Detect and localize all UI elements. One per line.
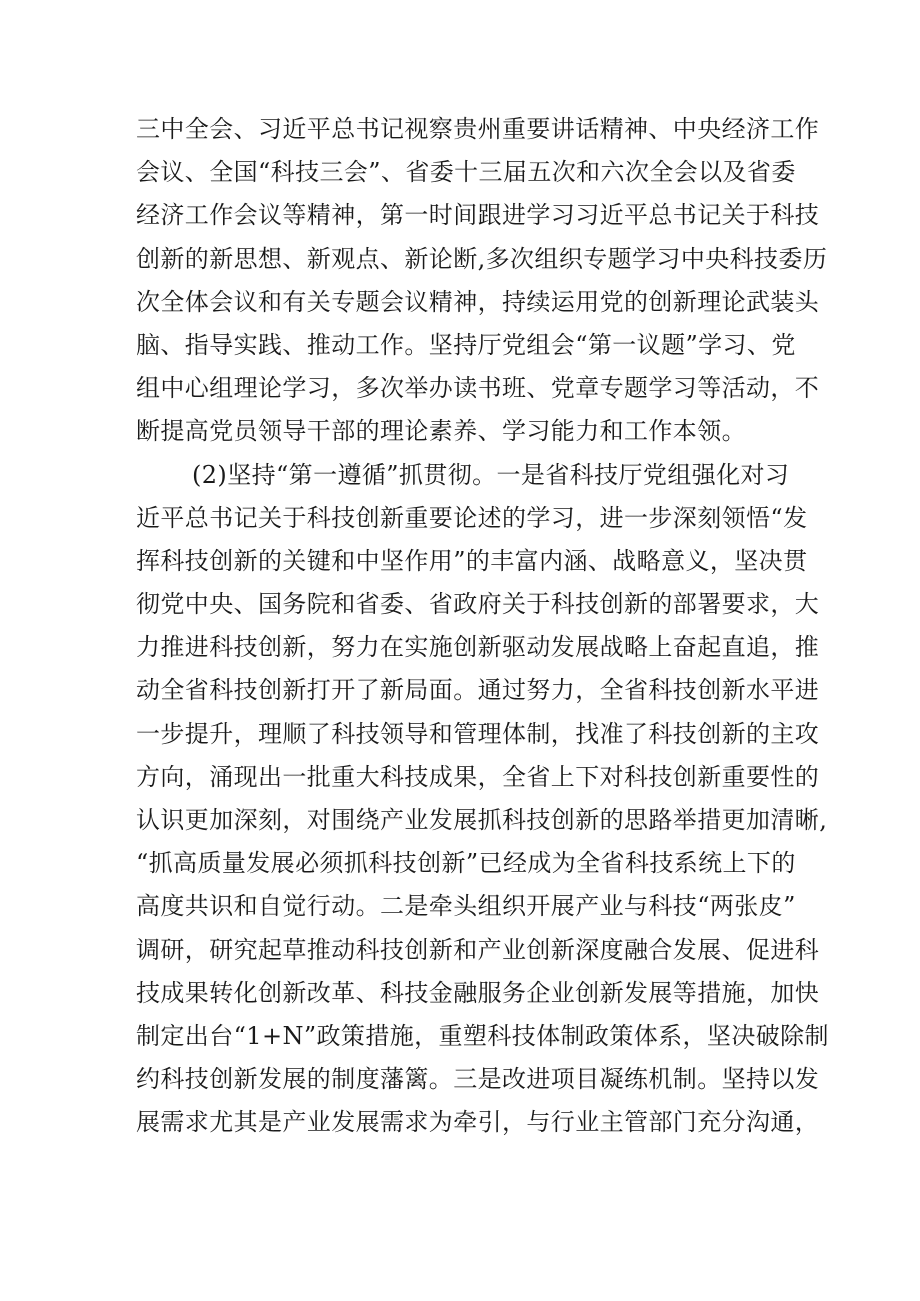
paragraph-1-line-5: 次全体会议和有关专题会议精神，持续运用党的创新理论武装头: [136, 287, 820, 316]
paragraph-1-line-8: 断提高党员领导干部的理论素养、学习能力和工作本领。: [136, 417, 746, 446]
paragraph-2-line-14: 制定出台“1+N”政策措施，重塑科技体制政策体系，坚决破除制: [136, 1021, 829, 1050]
paragraph-2-line-12: 调研，研究起草推动科技创新和产业创新深度融合发展、促进科: [136, 935, 820, 964]
paragraph-2-line-11: 高度共识和自觉行动。二是牵头组织开展产业与科技“两张皮”: [136, 892, 796, 921]
paragraph-2-line-15: 约科技创新发展的制度藩篱。三是改进项目凝练机制。坚持以发: [136, 1065, 820, 1094]
paragraph-2-line-5: 力推进科技创新，努力在实施创新驱动发展战略上奋起直追，推: [136, 633, 820, 662]
paragraph-2-line-4: 彻党中央、国务院和省委、省政府关于科技创新的部署要求，大: [136, 590, 820, 619]
paragraph-2-line-6: 动全省科技创新打开了新局面。通过努力，全省科技创新水平进: [136, 676, 820, 705]
paragraph-2-line-16: 展需求尤其是产业发展需求为牵引，与行业主管部门充分沟通，: [136, 1108, 820, 1137]
paragraph-1-line-3: 经济工作会议等精神，第一时间跟进学习习近平总书记关于科技: [136, 201, 820, 230]
paragraph-2-line-1: (2)坚持“第一遵循”抓贯彻。一是省科技厅党组强化对习: [192, 460, 790, 489]
paragraph-2-line-8: 方向，涌现出一批重大科技成果，全省上下对科技创新重要性的: [136, 762, 820, 791]
paragraph-1-line-7: 组中心组理论学习，多次举办读书班、党章专题学习等活动，不: [136, 374, 820, 403]
paragraph-1-line-2: 会议、全国“科技三会”、省委十三届五次和六次全会以及省委: [136, 158, 796, 187]
paragraph-2-line-10: “抓高质量发展必须抓科技创新”已经成为全省科技系统上下的: [136, 849, 796, 878]
paragraph-2-line-3: 挥科技创新的关键和中坚作用”的丰富内涵、战略意义，坚决贯: [136, 546, 808, 575]
document-body: [136, 108, 829, 1145]
paragraph-1-line-1: 三中全会、习近平总书记视察贵州重要讲话精神、中央经济工作: [136, 115, 820, 143]
paragraph-2-line-13: 技成果转化创新改革、科技金融服务企业创新发展等措施，加快: [136, 978, 820, 1007]
paragraph-2-line-2: 近平总书记关于科技创新重要论述的学习，进一步深刻领悟“发: [136, 503, 808, 532]
paragraph-2-line-7: 一步提升，理顺了科技领导和管理体制，找准了科技创新的主攻: [136, 719, 820, 748]
paragraph-2-line-9: 认识更加深刻，对围绕产业发展抓科技创新的思路举措更加清晰,: [136, 806, 828, 834]
paragraph-1-line-6: 脑、指导实践、推动工作。坚持厅党组会“第一议题”学习、党: [136, 330, 796, 359]
paragraph-1-line-4: 创新的新思想、新观点、新论断,多次组织专题学习中央科技委历: [136, 244, 828, 273]
